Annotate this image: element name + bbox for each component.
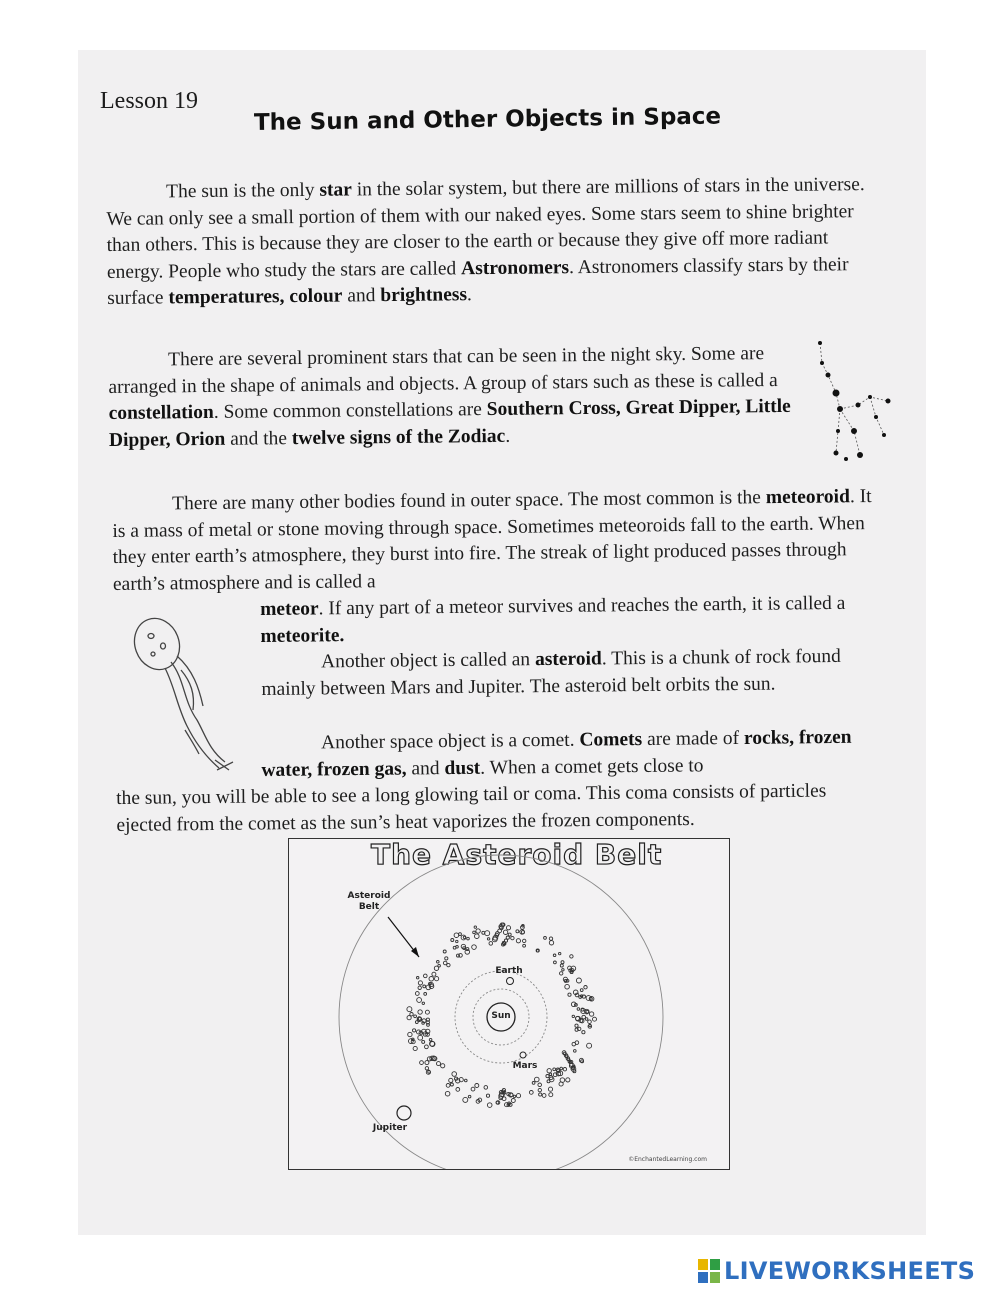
asteroid-dot — [485, 931, 490, 936]
asteroid-dot — [572, 1042, 576, 1046]
asteroid-dot — [553, 954, 556, 957]
asteroid-dot — [441, 1064, 445, 1068]
asteroid-dot — [422, 1002, 424, 1004]
asteroid-dot — [418, 986, 421, 989]
constellation-illustration — [810, 335, 900, 475]
asteroid-dot — [417, 998, 422, 1003]
asteroid-dot — [549, 1093, 553, 1097]
asteroid-dot — [459, 933, 462, 936]
asteroid-dot — [467, 937, 470, 940]
asteroid-dot — [418, 1010, 422, 1014]
asteroid-dot — [468, 1095, 471, 1098]
paragraph-comet: Another space object is a comet. Comets are made of rocks, frozen water, frozen gas, and dust. When a comet gets close to — [261, 726, 852, 781]
asteroid-dot — [516, 930, 519, 933]
asteroid-dot — [471, 1087, 475, 1091]
asteroid-dot — [535, 1077, 540, 1082]
asteroid-dot — [410, 1013, 413, 1016]
asteroid-dot — [489, 942, 493, 946]
paragraph-meteoroid: There are many other bodies found in outer space. The most common is the meteoroid. It is a mass of metal or stone moving through space. Sometimes meteoroids fall to the earth. When they enter earth’s atmosphere, they burst into fire. The streak of light produced passes through earth’s atmosphere and is called a — [112, 486, 872, 595]
asteroid-dot — [579, 996, 582, 999]
comet-illustration — [125, 610, 245, 780]
asteroid-dot — [538, 1083, 542, 1087]
asteroid-dot — [538, 1088, 541, 1091]
asteroid-dot — [425, 1067, 428, 1070]
asteroid-dot — [414, 1015, 417, 1018]
asteroid-dot — [572, 1015, 574, 1017]
asteroid-dot — [456, 940, 458, 942]
asteroid-dot — [422, 1040, 425, 1043]
asteroid-dot — [589, 1024, 591, 1026]
asteroid-dot — [513, 1095, 515, 1097]
asteroid-dot — [472, 945, 477, 950]
asteroid-dot — [425, 1010, 429, 1014]
asteroid-dot — [487, 1103, 492, 1108]
asteroid-dot — [445, 957, 448, 960]
asteroid-dot — [529, 1091, 533, 1095]
asteroid-dot — [429, 977, 434, 982]
asteroid-dot — [548, 1087, 552, 1091]
asteroid-dot — [408, 1032, 412, 1036]
asteroid-dot — [559, 1082, 563, 1086]
asteroid-dot — [589, 1012, 593, 1016]
page-title: The Sun and Other Objects in Space — [253, 103, 722, 136]
asteroid-dot — [562, 969, 564, 971]
asteroid-dot — [475, 934, 480, 939]
asteroid-dot — [486, 1094, 489, 1097]
asteroid-dot — [435, 977, 439, 981]
asteroid-dot — [566, 1078, 570, 1082]
asteroid-dot — [429, 1038, 432, 1041]
asteroid-dot — [560, 972, 563, 975]
asteroid-dot — [437, 1062, 441, 1066]
asteroid-dot — [508, 933, 511, 936]
asteroid-dot — [574, 1050, 577, 1053]
lesson-number: Lesson 19 — [100, 88, 198, 114]
asteroid-dot — [586, 1010, 589, 1013]
paragraph-meteor: meteor. If any part of a meteor survives and reaches the earth, it is called a meteorite. — [260, 592, 846, 647]
figure-credit: ©EnchantedLearning.com — [628, 1156, 707, 1163]
asteroid-dot — [584, 986, 587, 989]
asteroid-belt-figure — [288, 838, 730, 1170]
asteroid-dot — [420, 1061, 424, 1065]
asteroid-dot — [452, 1072, 457, 1077]
asteroid-dot — [576, 978, 581, 983]
asteroid-dot — [424, 974, 428, 978]
asteroid-dot — [549, 937, 552, 940]
asteroid-dot — [424, 993, 427, 996]
figure-title: The Asteroid Belt — [371, 838, 663, 871]
asteroid-dot — [496, 1101, 499, 1104]
asteroid-dot — [563, 1068, 566, 1071]
asteroid-dot — [553, 1068, 556, 1071]
asteroid-dot — [425, 1045, 429, 1049]
asteroid-dot — [554, 961, 557, 964]
asteroid-dot — [445, 1091, 450, 1096]
asteroid-dot — [413, 1029, 416, 1032]
asteroid-dot — [539, 1093, 542, 1096]
asteroid-dot — [476, 929, 480, 933]
asteroid-dot — [418, 1035, 423, 1040]
mars-label: Mars — [512, 1061, 538, 1071]
asteroid-dot — [450, 1083, 453, 1086]
asteroid-dot — [432, 972, 436, 976]
asteroid-dot — [593, 1017, 597, 1021]
asteroid-dot — [451, 939, 454, 942]
asteroid-dot — [407, 1016, 411, 1020]
asteroid-dot — [423, 985, 426, 988]
paragraph-constellations: There are several prominent stars that can be seen in the night sky. Some are arranged in the shape of animals and objects. A group of stars such as these is called a constellation. Some common constellations are Southern Cross, Great Dipper, Little Dipper, Orion and the twelve signs of the Zodiac. — [108, 343, 791, 451]
liveworksheets-text: LIVEWORKSHEETS — [724, 1257, 976, 1285]
asteroid-dot — [511, 936, 514, 939]
asteroid-dot — [560, 1067, 563, 1070]
asteroid-dot — [587, 1043, 592, 1048]
asteroid-belt-diagram — [289, 839, 729, 1169]
asteroid-dot — [449, 1078, 453, 1082]
paragraph-comet-continued: the sun, you will be able to see a long glowing tail or coma. This coma consists of particles ejected from the comet as the sun’s heat vaporizes the frozen components. — [116, 780, 827, 836]
jupiter-label: Jupiter — [372, 1123, 408, 1133]
asteroid-dot — [417, 977, 419, 979]
asteroid-dot — [427, 1024, 430, 1027]
asteroid-dot — [417, 1030, 421, 1034]
asteroid-dot — [570, 955, 573, 958]
asteroid-dot — [559, 952, 561, 954]
asteroid-dot — [454, 933, 459, 938]
asteroid-dot — [446, 1084, 450, 1088]
asteroid-dot — [547, 1069, 551, 1073]
asteroid-dot — [588, 1020, 592, 1024]
paragraph-asteroid: Another object is called an asteroid. This is a chunk of rock found mainly between Mars and Jupiter. The asteroid belt orbits the sun. — [261, 645, 841, 700]
asteroid-dot — [549, 941, 553, 945]
asteroid-dot — [453, 946, 456, 949]
asteroid-dot — [503, 930, 507, 934]
asteroid-dot — [415, 992, 419, 996]
sun-label: Sun — [491, 1011, 511, 1021]
asteroid-dot — [544, 937, 547, 940]
asteroid-dot — [456, 1088, 460, 1092]
asteroid-dot — [443, 950, 446, 953]
asteroid-dot — [418, 981, 422, 985]
asteroid-dot — [582, 1031, 585, 1034]
asteroid-belt-label: Asteroid Belt — [347, 891, 391, 912]
asteroid-dot — [585, 1018, 588, 1021]
asteroid-dot — [511, 1099, 515, 1103]
asteroid-dot — [437, 961, 440, 964]
asteroid-dot — [516, 1094, 520, 1098]
asteroid-dot — [565, 984, 570, 989]
liveworksheets-logo — [698, 1256, 975, 1286]
asteroid-dot — [465, 1079, 468, 1082]
asteroid-dot — [473, 931, 476, 934]
asteroid-dot — [577, 1008, 580, 1011]
asteroid-dot — [561, 961, 564, 964]
asteroid-dot — [523, 939, 526, 942]
asteroid-dot — [463, 1097, 468, 1102]
asteroid-dot — [438, 964, 441, 967]
paragraph-stars: The sun is the only star in the solar system, but there are millions of stars in the universe. We can only see a small portion of them with our naked eyes. Some stars seem to shine brighter than others. This is because they are closer to the earth or because they give off more radiant energy. People who study the stars are called Astronomers. Astronomers classify stars by their surface temperatures, colour and brightness. — [106, 174, 865, 310]
asteroid-dot — [407, 1007, 412, 1012]
asteroid-dot — [542, 1094, 546, 1098]
asteroid-dot — [575, 1024, 578, 1027]
asteroid-dot — [475, 1084, 479, 1088]
asteroid-dot — [516, 939, 520, 943]
asteroid-dot — [523, 944, 526, 947]
earth-label: Earth — [495, 966, 523, 976]
asteroid-dot — [474, 926, 476, 928]
asteroid-dot — [413, 1046, 417, 1050]
liveworksheets-blocks-icon — [698, 1259, 720, 1283]
asteroid-dot — [560, 964, 563, 967]
asteroid-dot — [506, 926, 510, 930]
asteroid-dot — [580, 989, 583, 992]
asteroid-dot — [582, 1015, 586, 1019]
asteroid-dot — [532, 1082, 535, 1085]
asteroid-dot — [568, 993, 571, 996]
asteroid-dot — [484, 1086, 488, 1090]
asteroid-dot — [506, 936, 509, 939]
asteroid-dot — [487, 938, 489, 940]
asteroid-dot — [443, 961, 447, 965]
